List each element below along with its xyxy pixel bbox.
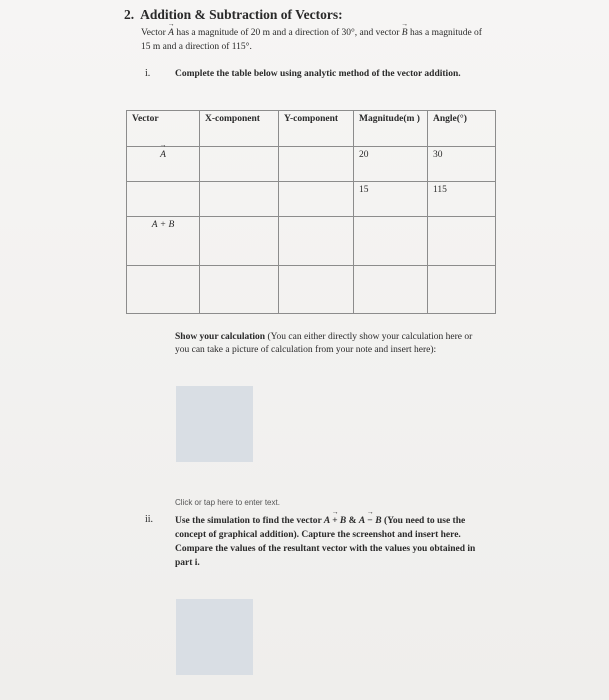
- cell-y-component[interactable]: [279, 147, 354, 182]
- calculation-note: (You can either directly show your calculation here or you can take a picture of calculation from your note and insert here):: [175, 332, 473, 355]
- header-angle: Angle(°): [428, 111, 496, 147]
- table-row: [127, 147, 496, 182]
- vector-b-symbol: → B: [402, 26, 408, 40]
- text-placeholder[interactable]: Click or tap here to enter text.: [175, 498, 280, 507]
- vector-label: → A: [160, 150, 166, 160]
- header-x-component: X-component: [200, 111, 279, 147]
- problem-statement: [141, 26, 491, 54]
- item-2-text-1: Use the simulation to find the vector: [175, 516, 324, 526]
- cell-angle[interactable]: 115: [428, 182, 496, 217]
- cell-y-component[interactable]: [279, 217, 354, 266]
- table-header-row: [127, 111, 496, 147]
- header-magnitude: Magnitude(m ): [354, 111, 428, 147]
- cell-magnitude[interactable]: 20: [354, 147, 428, 182]
- cell-x-component[interactable]: [200, 147, 279, 182]
- vector-a-symbol: → A: [168, 26, 174, 40]
- calculation-image-placeholder[interactable]: [176, 386, 253, 462]
- header-vector: Vector: [127, 111, 200, 147]
- cell-x-component[interactable]: [200, 266, 279, 314]
- section-heading: [124, 7, 343, 23]
- item-1-instruction: Complete the table below using analytic method of the vector addition.: [175, 69, 461, 79]
- section-number: 2.: [124, 7, 135, 22]
- item-2-instruction: [175, 514, 480, 570]
- table-row: [127, 182, 496, 217]
- cell-vector: [127, 147, 200, 182]
- expression-difference: → A − B: [359, 514, 382, 528]
- vector-label: A + B: [151, 220, 175, 230]
- cell-vector: [127, 217, 200, 266]
- item-2-text-3: (You need to use the concept of graphical addition). Capture the screenshot and insert here. Compare the values of the resultant vector with the values you obtained in part i.: [175, 516, 476, 568]
- cell-angle[interactable]: 30: [428, 147, 496, 182]
- cell-vector: [127, 266, 200, 314]
- item-2-text-2: &: [346, 516, 359, 526]
- cell-x-component[interactable]: [200, 182, 279, 217]
- screenshot-image-placeholder[interactable]: [176, 599, 253, 675]
- cell-vector: [127, 182, 200, 217]
- cell-magnitude[interactable]: [354, 266, 428, 314]
- table-row: [127, 217, 496, 266]
- cell-y-component[interactable]: [279, 182, 354, 217]
- calculation-instruction: [175, 331, 475, 357]
- item-2-number: ii.: [145, 514, 154, 525]
- table-row: [127, 266, 496, 314]
- section-title: Addition & Subtraction of Vectors:: [140, 7, 343, 22]
- intro-text-2: has a magnitude of 20 m and a direction of 30°, and vector: [173, 28, 402, 38]
- intro-text-3: has a magnitude of 15 m and a direction of 115°.: [141, 28, 482, 52]
- cell-magnitude[interactable]: 15: [354, 182, 428, 217]
- cell-magnitude[interactable]: [354, 217, 428, 266]
- vector-table: [126, 110, 496, 314]
- cell-angle[interactable]: [428, 266, 496, 314]
- cell-x-component[interactable]: [200, 217, 279, 266]
- item-1-number: i.: [145, 68, 151, 79]
- cell-angle[interactable]: [428, 217, 496, 266]
- calculation-label: Show your calculation: [175, 332, 266, 342]
- header-y-component: Y-component: [279, 111, 354, 147]
- cell-y-component[interactable]: [279, 266, 354, 314]
- intro-text-1: Vector: [141, 28, 169, 38]
- expression-sum: → A + B: [324, 514, 346, 528]
